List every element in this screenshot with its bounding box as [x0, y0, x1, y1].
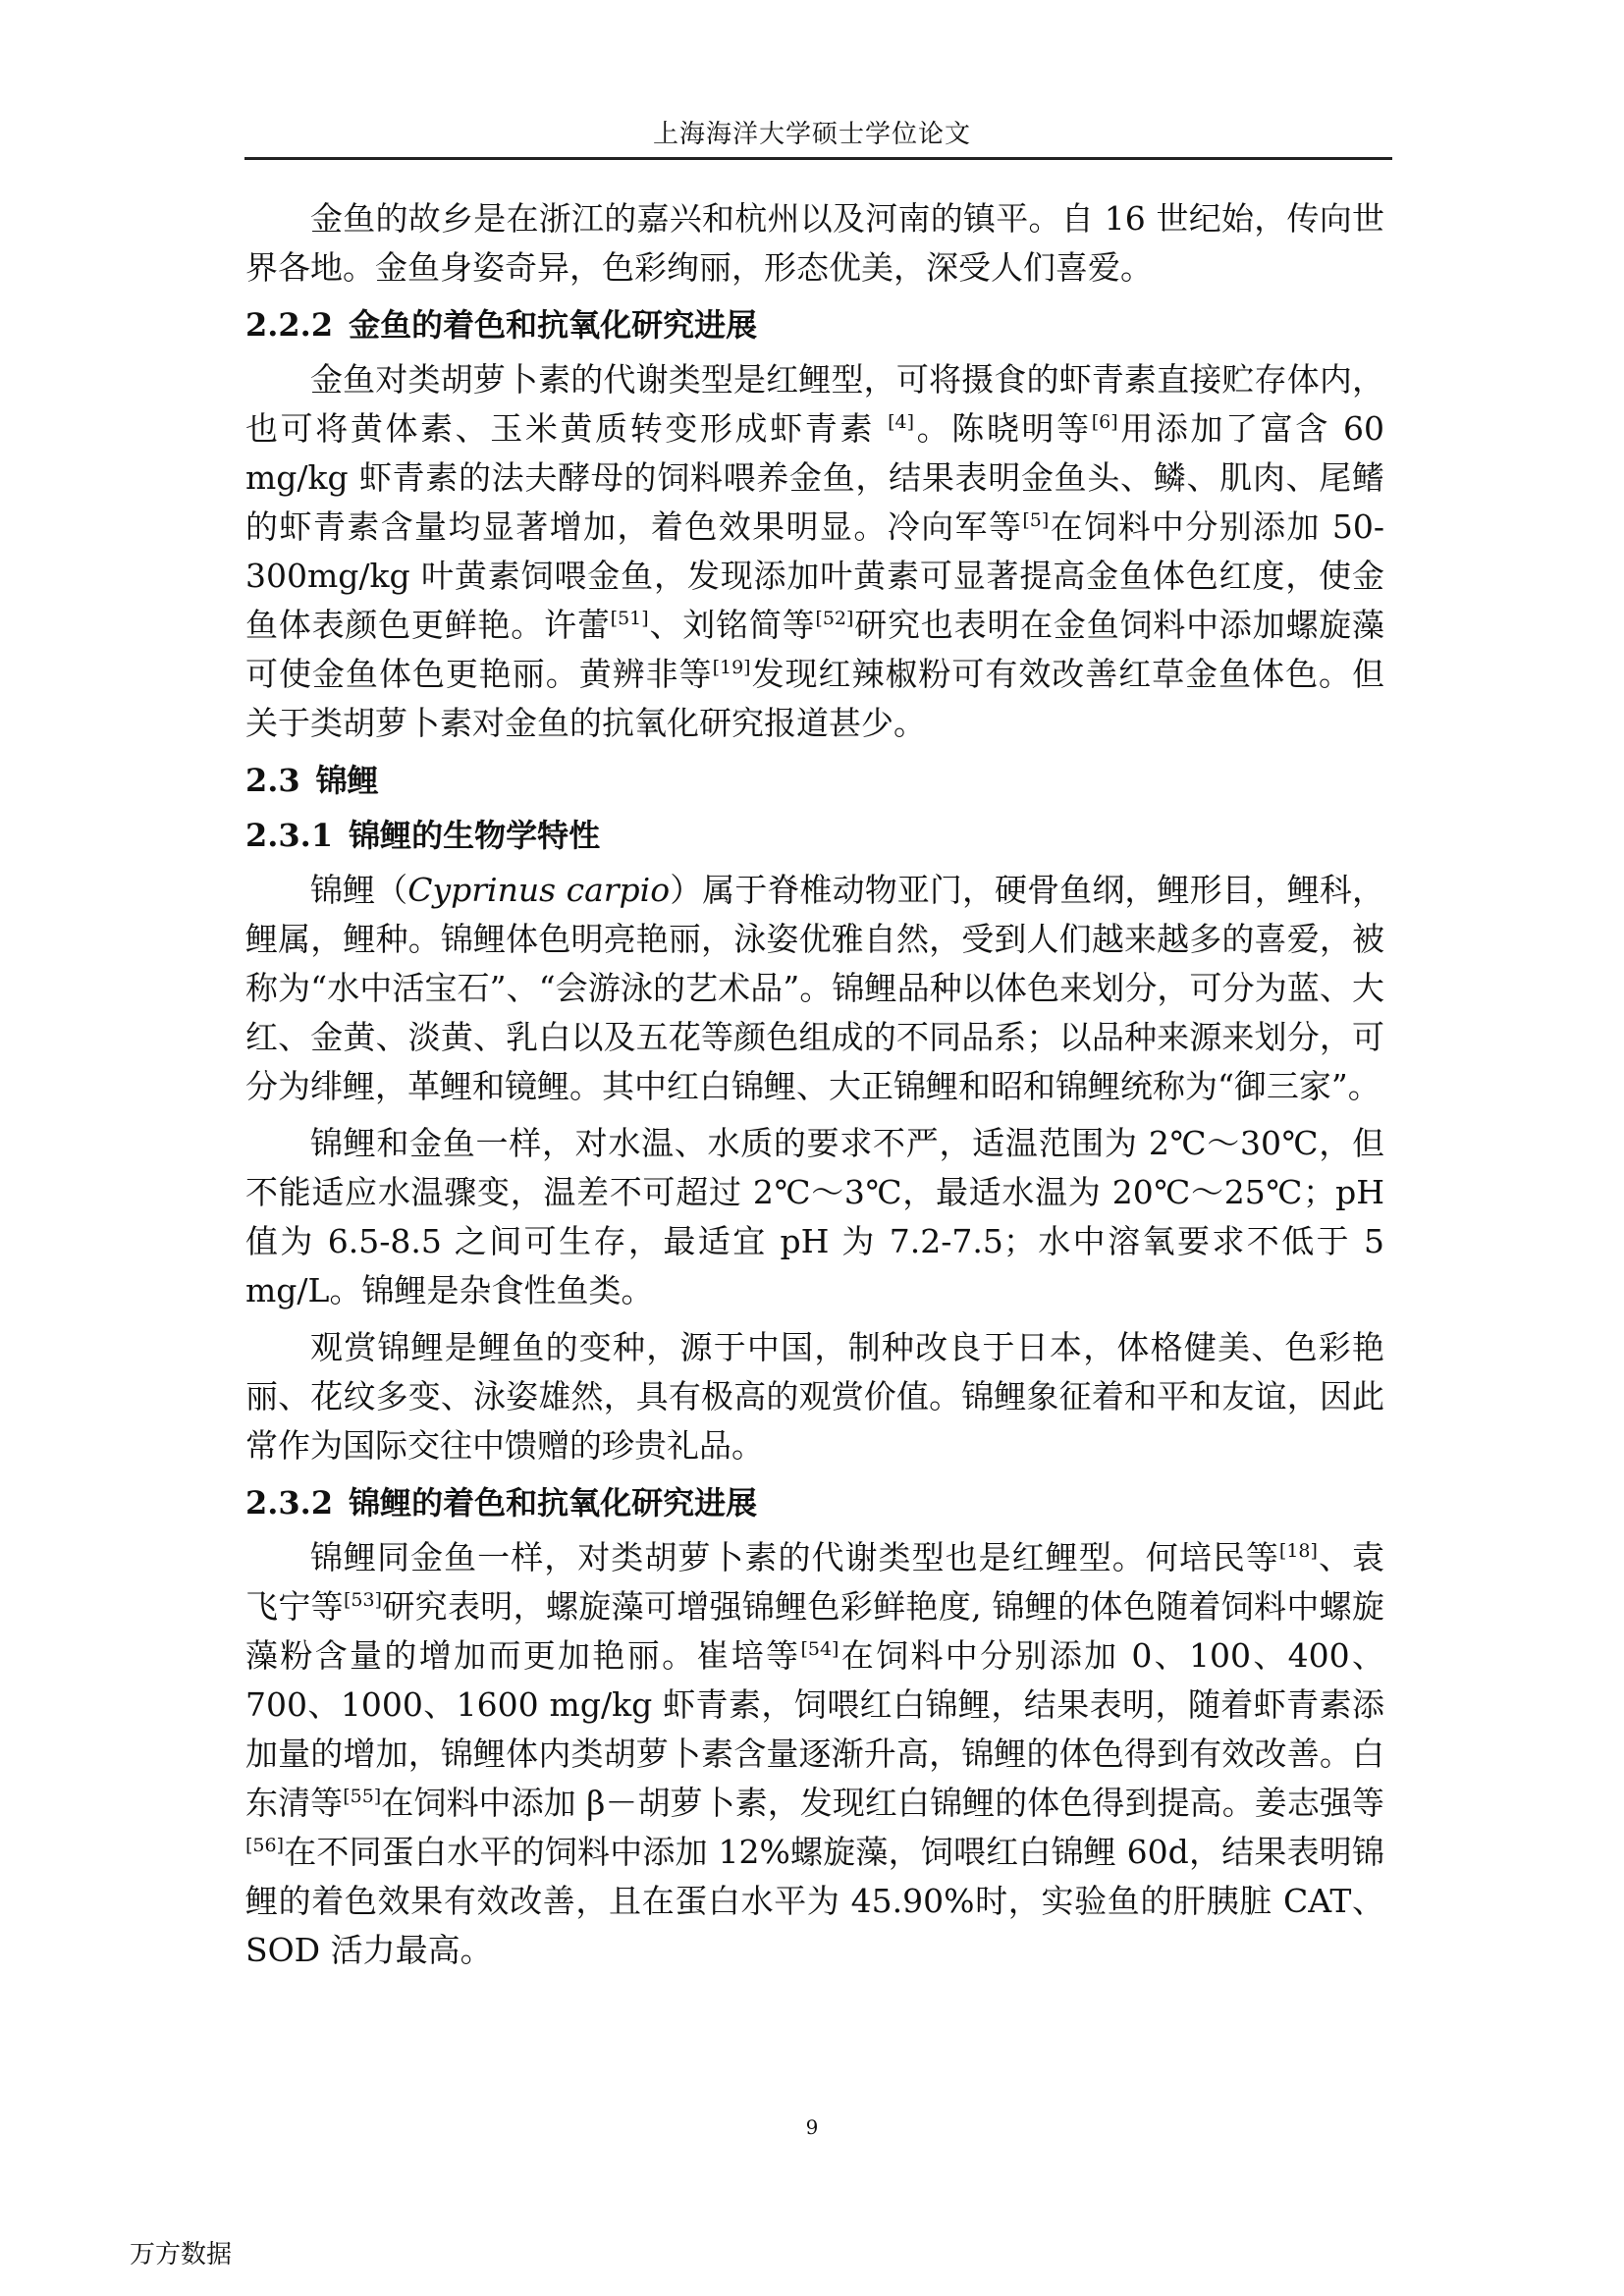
source-watermark: 万方数据 — [130, 2240, 233, 2269]
citation-ref: [5] — [1022, 509, 1050, 531]
text-run: 在饲料中分别添加 50-300mg/kg 叶黄素饲喂金鱼，发现添加叶黄素可显著提高金鱼体色红度，使金鱼体表颜色更鲜艳。许蕾 — [245, 507, 1385, 644]
body-text — [245, 194, 1384, 1983]
section-heading-2-3-2 — [245, 1478, 1384, 1527]
citation-ref: [51] — [610, 608, 649, 629]
text-run: 研究也表明在金鱼饲料中添加螺旋藻可使金鱼体色更艳丽。黄辨非等 — [245, 606, 1385, 693]
paragraph-koi-water: 锦鲤和金鱼一样，对水温、水质的要求不严，适温范围为 2℃～30℃，但不能适应水温骤变，温差不可超过 2℃～3℃，最适水温为 20℃～25℃；pH 值为 6.5-8.5 之间可生存，最适宜 pH 为 7.2-7.5；水中溶氧要求不低于 5 mg/L。锦鲤是杂食性鱼类。 — [245, 1124, 1384, 1309]
section-heading-2-2-2 — [245, 300, 1384, 349]
paragraph-goldfish-coloration — [245, 355, 1384, 748]
citation-ref: [4] — [888, 411, 915, 433]
latin-species-name: Cyprinus carpio — [407, 871, 671, 909]
text-run: 锦鲤同金鱼一样，对类胡萝卜素的代谢类型也是红鲤型。何培民等 — [310, 1538, 1279, 1576]
section-heading-2-3 — [245, 756, 1384, 805]
text-run: ）属于脊椎动物亚门，硬骨鱼纲，鲤形目，鲤科，鲤属，鲤种。锦鲤体色明亮艳丽，泳姿优雅自然，受到人们越来越多的喜爱，被称为“水中活宝石”、“会游泳的艺术品”。锦鲤品种以体色来划分，可分为蓝、大红、金黄、淡黄、乳白以及五花等颜色组成的不同品系；以品种来源来划分，可分为绯鲤，革鲤和镜鲤。其中红白锦鲤、大正锦鲤和昭和锦鲤统称为“御三家”。 — [245, 871, 1384, 1105]
text-run: 、刘铭简等 — [648, 606, 816, 644]
citation-ref: [53] — [343, 1589, 382, 1611]
section-title: 锦鲤的着色和抗氧化研究进展 — [349, 1484, 758, 1522]
text-run: 用添加了富含 60 mg/kg 虾青素的法夫酵母的饲料喂养金鱼，结果表明金鱼头、鳞、肌肉、尾鳍的虾青素含量均显著增加，着色效果明显。冷向军等 — [245, 409, 1384, 546]
text-run: 发现红辣椒粉可有效改善红草金鱼体色。但关于类胡萝卜素对金鱼的抗氧化研究报道甚少。 — [245, 655, 1385, 742]
running-header-title: 上海海洋大学硕士学位论文 — [652, 120, 971, 149]
page-number: 9 — [805, 2115, 819, 2139]
text-run: 在饲料中添加 β－胡萝卜素，发现红白锦鲤的体色得到提高。姜志强等 — [381, 1784, 1384, 1822]
paragraph-goldfish-origin: 金鱼的故乡是在浙江的嘉兴和杭州以及河南的镇平。自 16 世纪始，传向世界各地。金鱼身姿奇异，色彩绚丽，形态优美，深受人们喜爱。 — [245, 199, 1384, 287]
citation-ref: [52] — [815, 608, 854, 629]
citation-ref: [18] — [1278, 1540, 1318, 1562]
paragraph-koi-ornamental: 观赏锦鲤是鲤鱼的变种，源于中国，制种改良于日本，体格健美、色彩艳丽、花纹多变、泳姿雄然，具有极高的观赏价值。锦鲤象征着和平和友谊，因此常作为国际交往中馈赠的珍贵礼品。 — [245, 1328, 1384, 1465]
text-run: 金鱼对类胡萝卜素的代谢类型是红鲤型，可将摄食的虾青素直接贮存体内，也可将黄体素、玉米黄质转变形成虾青素 — [245, 360, 1384, 448]
paragraph-koi-biology — [245, 866, 1384, 1111]
text-run: 在不同蛋白水平的饲料中添加 12%螺旋藻，饲喂红白锦鲤 60d，结果表明锦鲤的着色效果有效改善，且在蛋白水平为 45.90%时，实验鱼的肝胰脏 CAT、SOD 活力最高。 — [245, 1833, 1384, 1969]
section-heading-2-3-1 — [245, 811, 1384, 860]
text-run: 。陈晓明等 — [914, 409, 1092, 448]
citation-ref: [54] — [800, 1638, 839, 1660]
paragraph-koi-coloration — [245, 1533, 1384, 1975]
section-number: 2.2.2 — [245, 306, 334, 344]
section-number: 2.3.1 — [245, 817, 334, 854]
header-rule — [244, 157, 1392, 160]
citation-ref: [6] — [1091, 411, 1118, 433]
section-number: 2.3.2 — [245, 1484, 334, 1522]
text-run: 、袁飞宁等 — [245, 1538, 1385, 1626]
citation-ref: [56] — [245, 1835, 285, 1856]
text-run: 锦鲤（ — [310, 871, 408, 909]
section-number: 2.3 — [245, 762, 300, 799]
citation-ref: [55] — [343, 1786, 382, 1807]
section-title: 锦鲤 — [315, 762, 379, 799]
section-title: 金鱼的着色和抗氧化研究进展 — [349, 306, 758, 344]
citation-ref: [19] — [712, 657, 751, 678]
section-title: 锦鲤的生物学特性 — [349, 817, 601, 854]
text-run: 研究表明，螺旋藻可增强锦鲤色彩鲜艳度, 锦鲤的体色随着饲料中螺旋藻粉含量的增加而更加艳丽。崔培等 — [245, 1587, 1385, 1675]
text-run: 在饲料中分别添加 0、100、400、700、1000、1600 mg/kg 虾青素，饲喂红白锦鲤，结果表明，随着虾青素添加量的增加，锦鲤体内类胡萝卜素含量逐渐升高，锦鲤的体色得到有效改善。白东清等 — [245, 1636, 1385, 1822]
